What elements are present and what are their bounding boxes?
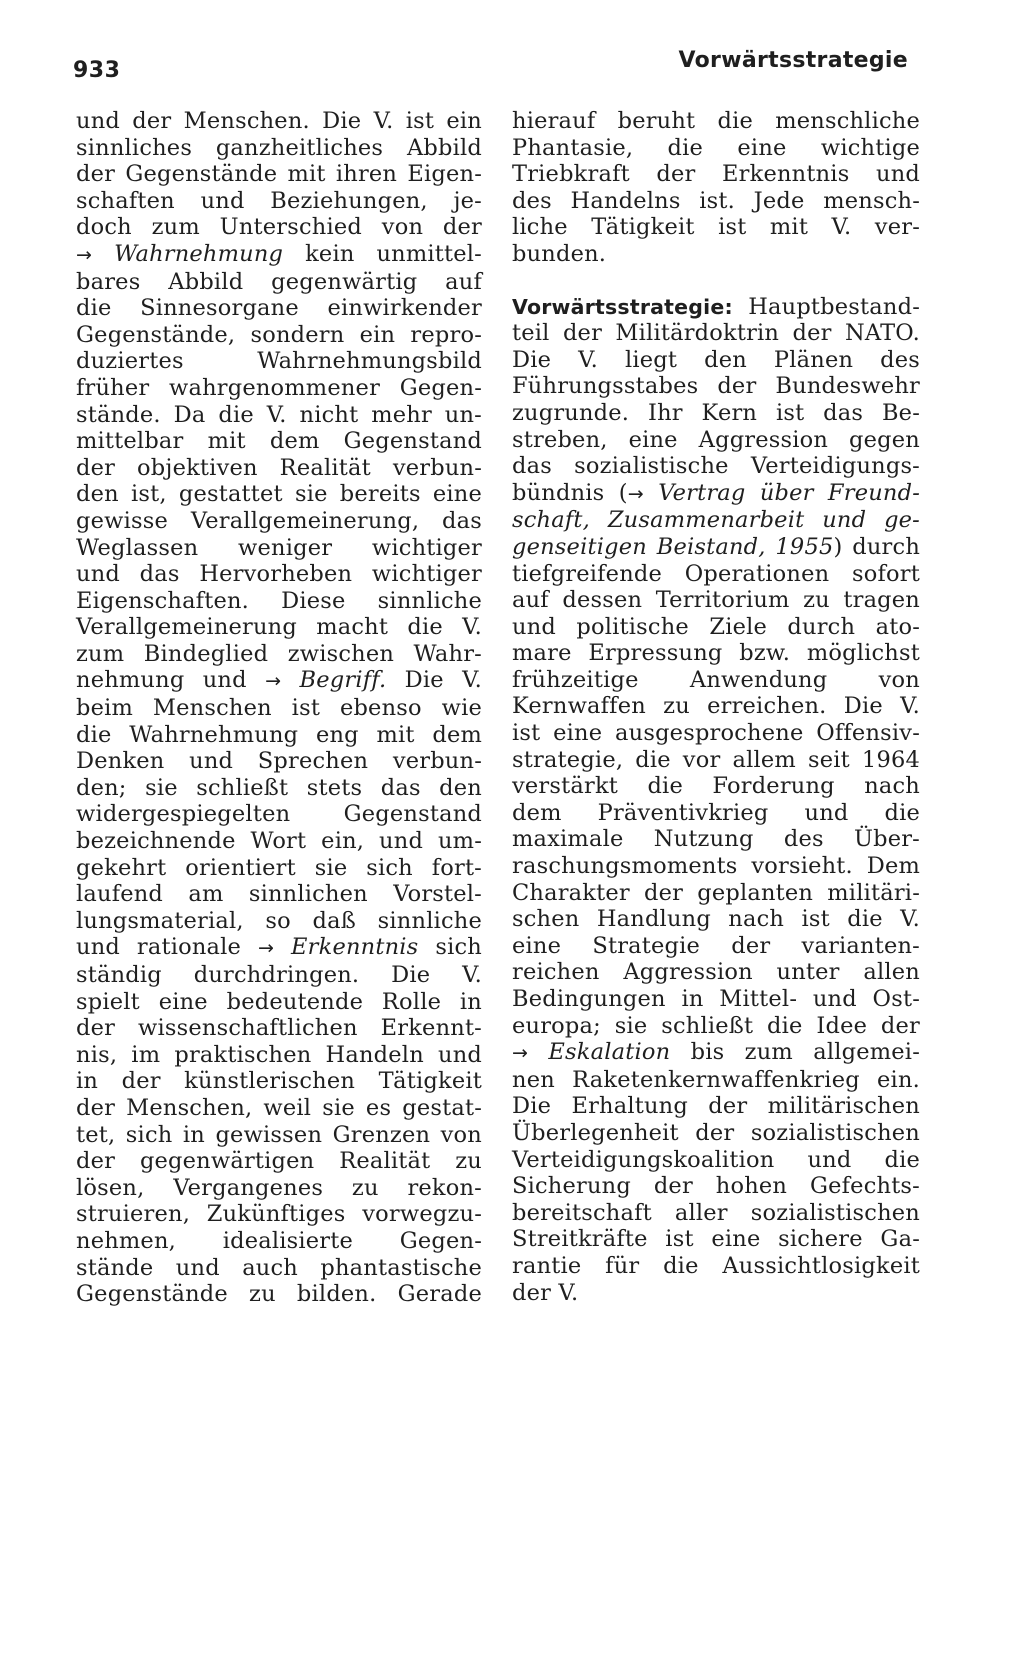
- text-line: dem Präventivkrieg und die: [512, 799, 920, 826]
- cross-reference-link[interactable]: Eskalation: [548, 1039, 671, 1066]
- text-line: Charakter der geplanten militäri-: [512, 879, 920, 906]
- text-line: den ist, gestattet sie bereits eine: [76, 481, 482, 508]
- text-line: strategie, die vor allem seit 1964: [512, 746, 920, 773]
- text-line: der wissenschaftlichen Erkennt-: [76, 1015, 482, 1042]
- text-line: maximale Nutzung des Über-: [512, 826, 920, 853]
- cross-reference-link[interactable]: schaft, Zusammenarbeit und ge-: [512, 507, 920, 534]
- text-line: doch zum Unterschied von der: [76, 214, 482, 241]
- text-line: bereitschaft aller sozialistischen: [512, 1199, 920, 1226]
- text-line: und der Menschen. Die V. ist ein: [76, 108, 482, 134]
- text-line: die Sinnesorgane einwirkender: [76, 295, 482, 322]
- page-number: 933: [73, 58, 121, 83]
- text-line: [512, 1039, 920, 1067]
- text-line: der Gegenstände mit ihren Eigen-: [76, 161, 482, 188]
- text-line: Die Erhaltung der militärischen: [512, 1093, 920, 1120]
- text-line: Weglassen weniger wichtiger: [76, 534, 482, 561]
- text-line: tiefgreifende Operationen sofort: [512, 560, 920, 587]
- text-line: bares Abbild gegenwärtig auf: [76, 268, 482, 295]
- text-line: der gegenwärtigen Realität zu: [76, 1148, 482, 1175]
- text-line: raschungsmoments vorsieht. Dem: [512, 853, 920, 880]
- text-line: Führungsstabes der Bundeswehr: [512, 373, 920, 400]
- entry-headword: Vorwärtsstrategie:: [512, 294, 733, 319]
- text-line: gewisse Verallgemeinerung, das: [76, 507, 482, 534]
- text-line: Eigenschaften. Diese sinnliche: [76, 587, 482, 614]
- text-line: stände. Da die V. nicht mehr un-: [76, 401, 482, 428]
- entry-first-line: [512, 294, 920, 321]
- text-line: der objektiven Realität verbun-: [76, 454, 482, 481]
- text-line: tet, sich in gewissen Grenzen von: [76, 1121, 482, 1148]
- cross-reference-arrow-icon: →: [76, 243, 93, 266]
- cross-reference-link[interactable]: Vertrag über Freund-: [658, 479, 920, 506]
- text-line: schaften und Beziehungen, je-: [76, 187, 482, 214]
- text-line: Triebkraft der Erkenntnis und: [512, 161, 920, 188]
- text-line: reichen Aggression unter allen: [512, 959, 920, 986]
- text-line: Überlegenheit der sozialistischen: [512, 1119, 920, 1146]
- text-line: und das Hervorheben wichtiger: [76, 561, 482, 588]
- text-line: [512, 507, 920, 534]
- text-line: Bedingungen in Mittel- und Ost-: [512, 986, 920, 1012]
- text-line: liche Tätigkeit ist mit V. ver-: [512, 214, 920, 241]
- text-line: bunden.: [512, 240, 607, 267]
- text-line: gekehrt orientiert sie sich fort-: [76, 854, 482, 881]
- text-line: lösen, Vergangenes zu rekon-: [76, 1174, 482, 1201]
- text-fragment: sich: [435, 934, 482, 961]
- text-line: Gegenstände, sondern ein repro-: [76, 321, 482, 348]
- text-line: hierauf beruht die menschliche: [512, 108, 920, 134]
- text-line: europa; sie schließt die Idee der: [512, 1012, 920, 1039]
- text-line: und politische Ziele durch ato-: [512, 613, 920, 640]
- text-line: rantie für die Aussichtlosigkeit: [512, 1252, 920, 1279]
- text-line: streben, eine Aggression gegen: [512, 426, 920, 453]
- text-fragment: bis zum allgemei-: [690, 1039, 920, 1066]
- text-line: Phantasie, die eine wichtige: [512, 134, 920, 161]
- cross-reference-arrow-icon: →: [627, 482, 644, 505]
- text-line: [512, 480, 920, 508]
- text-line: die Wahrnehmung eng mit dem: [76, 721, 482, 748]
- paragraph-gap: [512, 268, 920, 294]
- text-fragment: ) durch: [833, 533, 921, 560]
- text-line: Kernwaffen zu erreichen. Die V.: [512, 693, 920, 720]
- text-fragment: kein unmittel-: [305, 240, 482, 267]
- text-line: ist eine ausgesprochene Offensiv-: [512, 720, 920, 747]
- text-line: ständig durchdringen. Die V.: [76, 962, 482, 988]
- text-line: struieren, Zukünftiges vorwegzu-: [76, 1201, 482, 1228]
- text-line: der Menschen, weil sie es gestat-: [76, 1094, 482, 1121]
- running-head: Vorwärtsstrategie: [678, 48, 908, 73]
- text-line: mittelbar mit dem Gegenstand: [76, 428, 482, 455]
- text-line: stände und auch phantastische: [76, 1254, 482, 1281]
- text-line: verstärkt die Forderung nach: [512, 773, 920, 800]
- cross-reference-arrow-icon: →: [265, 670, 282, 693]
- text-fragment: Hauptbestand-: [748, 293, 920, 320]
- text-line: [76, 241, 482, 269]
- text-line: Streitkräfte ist eine sichere Ga-: [512, 1226, 920, 1253]
- cross-reference-arrow-icon: →: [258, 937, 275, 960]
- text-line: teil der Militärdoktrin der NATO.: [512, 320, 920, 347]
- text-line: Die V. liegt den Plänen des: [512, 346, 920, 373]
- text-line: auf dessen Territorium zu tragen: [512, 587, 920, 614]
- text-line: das sozialistische Verteidigungs-: [512, 453, 920, 480]
- text-line: beim Menschen ist ebenso wie: [76, 695, 482, 722]
- text-line: widergespiegelten Gegenstand: [76, 801, 482, 828]
- text-line: schen Handlung nach ist die V.: [512, 906, 920, 933]
- text-line: nis, im praktischen Handeln und: [76, 1041, 482, 1068]
- cross-reference-arrow-icon: →: [512, 1042, 529, 1065]
- text-line: lungsmaterial, so daß sinnliche: [76, 907, 482, 934]
- text-line: nen Raketenkernwaffenkrieg ein.: [512, 1066, 920, 1093]
- text-line: zum Bindeglied zwischen Wahr-: [76, 640, 482, 667]
- text-line: Verteidigungskoalition und die: [512, 1146, 920, 1173]
- left-column: [76, 108, 482, 1308]
- text-line: bezeichnende Wort ein, und um-: [76, 828, 482, 855]
- text-line: in der künstlerischen Tätigkeit: [76, 1068, 482, 1095]
- cross-reference-link[interactable]: genseitigen Beistand, 1955: [512, 533, 834, 560]
- text-line: zugrunde. Ihr Kern ist das Be-: [512, 399, 920, 426]
- text-line: nehmen, idealisierte Gegen-: [76, 1227, 482, 1254]
- cross-reference-link[interactable]: Erkenntnis: [291, 934, 419, 961]
- text-line: laufend am sinnlichen Vorstel-: [76, 881, 482, 908]
- text-line: [512, 534, 920, 561]
- text-line: [76, 667, 482, 695]
- text-line: den; sie schließt stets das den: [76, 774, 482, 801]
- text-fragment: bündnis (: [512, 479, 628, 506]
- text-fragment: nehmung und: [76, 667, 247, 694]
- text-line: früher wahrgenommener Gegen-: [76, 374, 482, 401]
- text-line: der V.: [512, 1279, 579, 1306]
- text-line: mare Erpressung bzw. möglichst: [512, 640, 920, 667]
- text-line: Verallgemeinerung macht die V.: [76, 614, 482, 641]
- cross-reference-link[interactable]: Wahrnehmung: [114, 240, 284, 267]
- text-line: Gegenstände zu bilden. Gerade: [76, 1281, 482, 1308]
- text-line: [76, 934, 482, 962]
- text-line: duziertes Wahrnehmungsbild: [76, 348, 482, 375]
- right-column: [512, 108, 920, 1306]
- text-fragment: und rationale: [76, 934, 242, 961]
- text-line: sinnliches ganzheitliches Abbild: [76, 134, 482, 161]
- text-line: Denken und Sprechen verbun-: [76, 748, 482, 775]
- text-line: Sicherung der hohen Gefechts-: [512, 1173, 920, 1200]
- cross-reference-link[interactable]: Begriff.: [299, 667, 387, 694]
- text-line: des Handelns ist. Jede mensch-: [512, 187, 920, 214]
- text-line: spielt eine bedeutende Rolle in: [76, 988, 482, 1015]
- text-fragment: Die V.: [404, 667, 482, 694]
- text-line: frühzeitige Anwendung von: [512, 666, 920, 693]
- text-line: eine Strategie der varianten-: [512, 932, 920, 959]
